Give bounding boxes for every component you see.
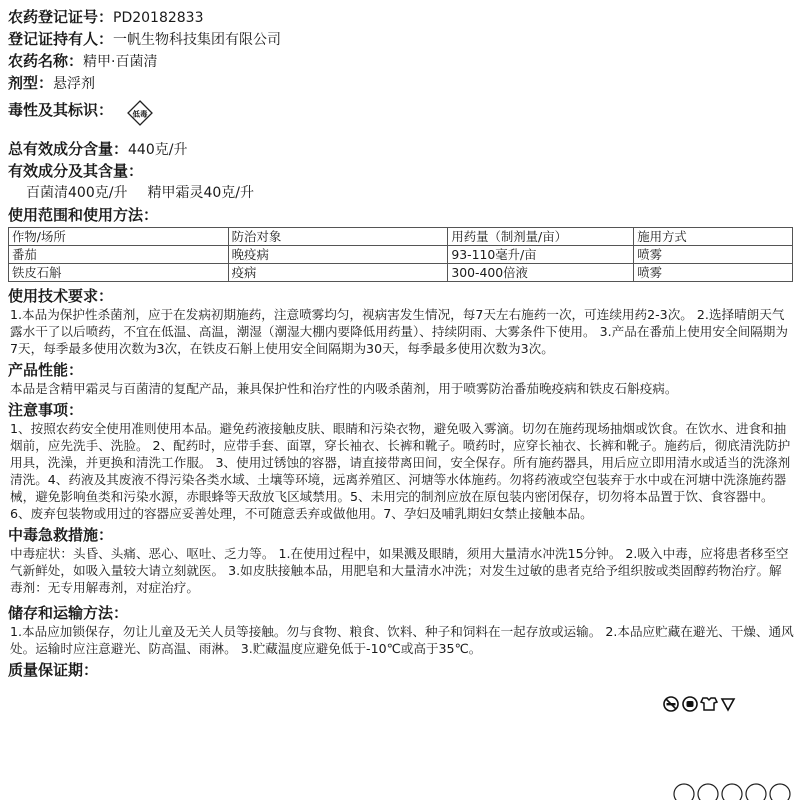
- ingredients-values: [8, 182, 794, 204]
- table-row: [9, 264, 793, 282]
- header-method: 施用方式: [634, 228, 793, 246]
- protective-clothing-icon: [701, 698, 717, 710]
- registration-number-row: [8, 6, 794, 28]
- ingredients-label: 有效成分及其含量：: [8, 162, 144, 180]
- total-content-row: [8, 138, 794, 160]
- formulation-row: [8, 72, 794, 94]
- cell-method: 喷雾: [634, 246, 793, 264]
- formulation-value: 悬浮剂: [53, 76, 96, 92]
- cell-dosage: 300-400倍液: [448, 264, 634, 282]
- cell-method: 喷雾: [634, 264, 793, 282]
- cell-target: 疫病: [228, 264, 448, 282]
- pesticide-name-row: [8, 50, 794, 72]
- storage-title: 储存和运输方法：: [8, 604, 129, 622]
- pesticide-name-value: 精甲·百菌清: [83, 54, 158, 70]
- notes-text: 1、按照农药安全使用准则使用本品。避免药液接触皮肤、眼睛和污染衣物，避免吸入雾滴。切勿在施药现场抽烟或饮食。在饮水、进食和抽烟前，应先洗手、洗脸。 2、配药时，应带手套、面罩，穿长袖衣、长裤和靴子。喷药时，应穿长袖衣、长裤和靴子。施药后，彻底清洗防护用具，洗澡，并更换和清洗工作服。 3、使用过锈蚀的容器，请直接带离田间，安全保存。所有施药器具，用后应立即用清水或适当的洗涤剂清洗。4、药液及其废液不得污染各类水域、土壤等环境，远离养殖区、河塘等水体施药。勿将药液或空包装弃于水中或在河塘中洗涤施药器械，避免影响鱼类和污染水源，赤眼蜂等天敌放飞区域禁用。5、未用完的制剂应放在原包装内密闭保存，切勿将本品置于饮、食容器中。6、废弃包装物或用过的容器应妥善处理，不可随意丢弃或做他用。7、孕妇及哺乳期妇女禁止接触本品。: [10, 421, 791, 521]
- cell-crop: 番茄: [9, 246, 229, 264]
- bottom-right-symbols: [672, 778, 800, 800]
- registration-number-label: 农药登记证号：: [8, 8, 114, 26]
- ingredients-heading: [8, 160, 794, 182]
- first-aid-text: 中毒症状：头昏、头痛、恶心、呕吐、乏力等。 1.在使用过程中，如果溅及眼睛，须用大量清水冲洗15分钟。 2.吸入中毒，应将患者移至空气新鲜处，如吸入量较大请立刻就医。 3.如皮肤接触本品，用肥皂和大量清水冲洗；对发生过敏的患者克给予组织胺或类固醇药物治疗。解毒剂：无专用解毒剂，对症治疗。: [10, 546, 789, 595]
- low-toxicity-diamond-icon: [127, 100, 149, 122]
- protective-gloves-icon: [722, 699, 734, 710]
- tech-text: 1.本品为保护性杀菌剂，应于在发病初期施药，注意喷雾均匀，视病害发生情况，每7天左右施药一次，可连续用药2-3次。 2.选择晴朗天气露水干了以后喷药，不宜在低温、高温，潮湿（潮湿大棚内要降低用药量）、持续阴雨、大雾条件下使用。 3.产品在番茄上使用安全间隔期为7天，每季最多使用次数为3次，在铁皮石斛上使用安全间隔期为30天，每季最多使用次数为3次。: [10, 307, 788, 356]
- table-row: [9, 246, 793, 264]
- performance-text: 本品是含精甲霜灵与百菌清的复配产品，兼具保护性和治疗性的内吸杀菌剂，用于喷雾防治番茄晚疫病和铁皮石斛疫病。: [10, 381, 678, 396]
- pesticide-name-label: 农药名称：: [8, 52, 84, 70]
- no-smoking-icon: [664, 697, 678, 711]
- usage-title: 使用范围和使用方法：: [8, 206, 159, 224]
- safety-pictograms: [662, 695, 742, 713]
- formulation-label: 剂型：: [8, 74, 54, 92]
- tech-title: 使用技术要求：: [8, 287, 114, 305]
- holder-row: [8, 28, 794, 50]
- table-header-row: [9, 228, 793, 246]
- quality-title: 质量保证期：: [8, 661, 99, 679]
- holder-label: 登记证持有人：: [8, 30, 114, 48]
- total-content-label: 总有效成分含量：: [8, 140, 129, 158]
- toxicity-row: [8, 94, 794, 138]
- header-dosage: 用药量（制剂量/亩）: [448, 228, 634, 246]
- storage-text: 1.本品应加锁保存，勿让儿童及无关人员等接触。勿与食物、粮食、饮料、种子和饲料在一起存放或运输。 2.本品应贮藏在避光、干燥、通风处。运输时应注意避光、防高温、雨淋。 3.贮藏温度应避免低于-10℃或高于35℃。: [10, 624, 794, 656]
- holder-value: 一帆生物科技集团有限公司: [113, 32, 282, 48]
- label-document: [8, 6, 794, 680]
- first-aid-title: 中毒急救措施：: [8, 526, 114, 544]
- total-content-value: 440克/升: [128, 142, 188, 158]
- usage-table: [8, 227, 793, 282]
- cell-dosage: 93-110毫升/亩: [448, 246, 634, 264]
- toxicity-label: 毒性及其标识：: [8, 101, 114, 119]
- ingredient-1: 百菌清400克/升: [26, 185, 128, 201]
- header-target: 防治对象: [228, 228, 448, 246]
- toxicity-badge-text: 低毒: [132, 109, 148, 119]
- registration-number-value: PD20182833: [113, 10, 204, 26]
- header-crop: 作物/场所: [9, 228, 229, 246]
- performance-title: 产品性能：: [8, 361, 84, 379]
- cell-crop: 铁皮石斛: [9, 264, 229, 282]
- protective-mask-icon: [683, 697, 697, 711]
- cell-target: 晚疫病: [228, 246, 448, 264]
- notes-title: 注意事项：: [8, 401, 84, 419]
- ingredient-2: 精甲霜灵40克/升: [147, 185, 254, 201]
